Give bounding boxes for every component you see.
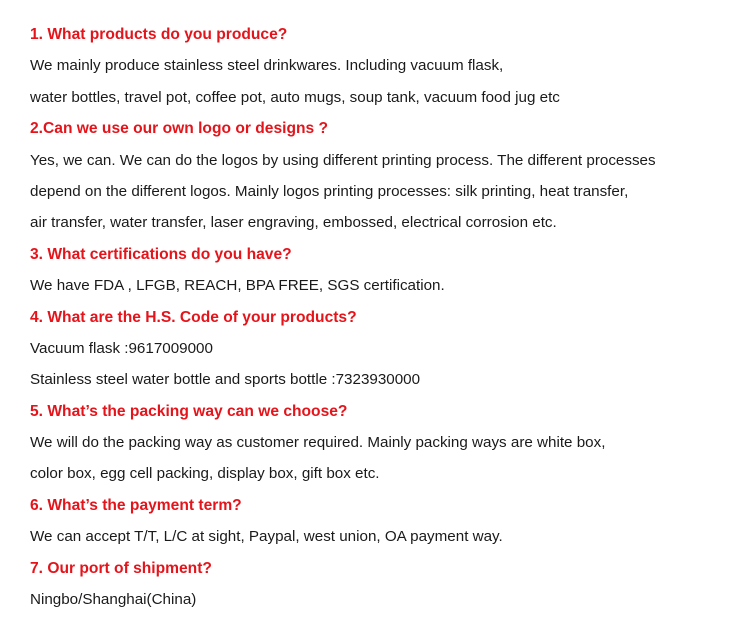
faq-answer-2-line-2: depend on the different logos. Mainly logos printing processes: silk printing, heat transfer, <box>30 182 629 200</box>
faq-answer-5-line-2: color box, egg cell packing, display box, gift box etc. <box>30 465 380 483</box>
faq-question-4: 4. What are the H.S. Code of your products? <box>30 308 357 326</box>
faq-answer-7-line-1: Ningbo/Shanghai(China) <box>30 591 197 609</box>
faq-question-5: 5. What’s the packing way can we choose? <box>30 402 348 420</box>
faq-question-2: 2.Can we use our own logo or designs ? <box>30 120 329 138</box>
faq-answer-2-line-1: Yes, we can. We can do the logos by using different printing process. The different processes <box>30 151 656 169</box>
faq-answer-6-line-1: We can accept T/T, L/C at sight, Paypal, west union, OA payment way. <box>30 528 503 546</box>
faq-question-7: 7. Our port of shipment? <box>30 559 212 577</box>
faq-question-1: 1. What products do you produce? <box>30 26 288 43</box>
faq-answer-2-line-3: air transfer, water transfer, laser engraving, embossed, electrical corrosion etc. <box>30 214 557 232</box>
faq-question-3: 3. What certifications do you have? <box>30 245 292 263</box>
faq-answer-4-line-2: Stainless steel water bottle and sports bottle :7323930000 <box>30 371 421 389</box>
faq-answer-1-line-1: We mainly produce stainless steel drinkwares. Including vacuum flask, <box>30 57 504 75</box>
faq-answer-3-line-1: We have FDA , LFGB, REACH, BPA FREE, SGS certification. <box>30 277 445 295</box>
faq-answer-4-line-1: Vacuum flask :9617009000 <box>30 339 213 357</box>
faq-question-6: 6. What’s the payment term? <box>30 496 242 514</box>
faq-answer-5-line-1: We will do the packing way as customer required. Mainly packing ways are white box, <box>30 434 606 452</box>
faq-list <box>30 19 745 615</box>
faq-answer-1-line-2: water bottles, travel pot, coffee pot, auto mugs, soup tank, vacuum food jug etc <box>30 88 560 106</box>
